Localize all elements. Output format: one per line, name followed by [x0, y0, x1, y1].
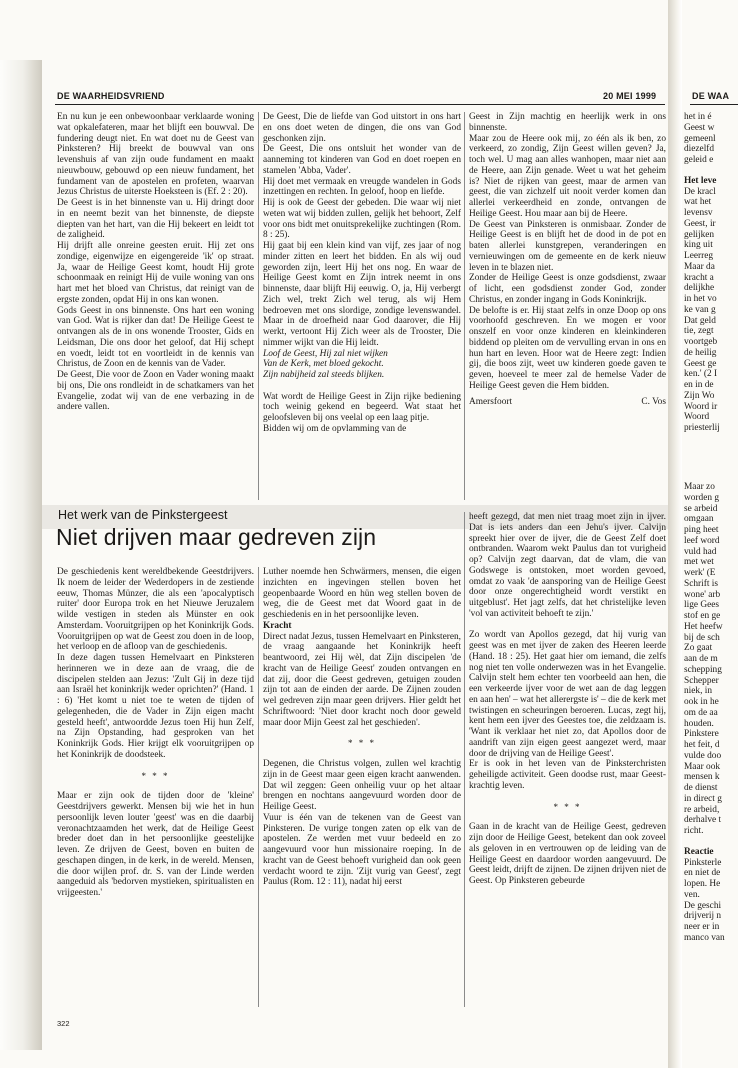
- cropped-line: gemeenl: [684, 133, 716, 144]
- cropped-line: Woord ir: [684, 401, 718, 412]
- cropped-line: Schepper: [684, 675, 719, 686]
- cropped-line: Geest ge: [684, 358, 717, 369]
- paragraph: Direct nadat Jezus, tussen Hemelvaart en Pinksteren, de vraag aangaande het Koninkrijk heeft beantwoord, zei Hij wèl, dat Zijn discipelen 'de kracht van de Heilige Geest' zouden ontvangen en dat zij, door die Geest gedreven, getuigen zouden zijn tot aan de einden der aarde. De Zijnen zouden wel gedreven zijn maar geen drijvers. Hier geldt het Schriftwoord: 'Niet door kracht noch door geweld maar door Mijn Geest zal het geschieden'.: [263, 631, 461, 728]
- paragraph: Wat wordt de Heilige Geest in Zijn rijke bediening toch weinig gekend en begeerd. Wat staat het geloofsleven bij ons veelal op een laag pitje.: [263, 391, 461, 423]
- cropped-line: niek, in: [684, 686, 713, 697]
- cropped-line: manco van: [684, 932, 725, 943]
- right-heading: Reactie: [684, 846, 714, 857]
- column-divider: [258, 567, 259, 1007]
- cropped-line: levensv: [684, 208, 713, 218]
- cropped-line: Woord: [684, 412, 710, 423]
- paragraph: En nu kun je een onbewoonbaar verklaarde woning wat opkalefateren, maar het blijft een bouwval. De fundering deugt niet. En wat doet nu de Geest van Pinksteren? Hij breekt de bouwval van ons levenshuis af van zijn oude fundament en maakt nieuwbouw, gebouwd op een nieuw fundament, het fundament van de apostelen en profeten, waarvan Jezus Christus de uiterste Hoeksteen is (Ef. 2 : 20).: [57, 112, 254, 198]
- cropped-line: Schrift is: [684, 578, 718, 589]
- paragraph: Geest in Zijn machtig en heerlijk werk in ons binnenste.: [469, 112, 666, 133]
- header-rule: [55, 104, 665, 105]
- paragraph: Vuur is één van de tekenen van de Geest van Pinksteren. De vurige tongen zaten op elk van de apostelen. Ze werden met vuur bedeeld en zo aangevuurd voor hun missionaire roeping. In de kracht van de Geest behoeft vurigheid dan ook geen verdacht woord te zijn. 'Zijt vurig van Geest', zegt Paulus (Rom. 12 : 11), nadat hij eerst: [263, 812, 461, 888]
- paragraph: Degenen, die Christus volgen, zullen wel krachtig zijn in de Geest maar geen eigen kracht aanwenden. Dat wil zeggen: Geen onheilig vuur op het altaar brengen en nochtans aangevuurd worden door de Heilige Geest.: [263, 759, 461, 812]
- article-title: Niet drijven maar gedreven zijn: [56, 524, 377, 550]
- page-number: 322: [57, 1019, 70, 1028]
- poem-line: Van de Kerk, met bloed gekocht.: [263, 359, 384, 370]
- cropped-line: ken.' (2 I: [684, 369, 718, 380]
- cropped-line: het in é: [684, 112, 712, 122]
- paragraph: Gaan in de kracht van de Heilige Geest, gedreven zijn door de Heilige Geest, betekent dan ook zoveel als geloven in en vertrouwen op de leiding van de Heilige Geest en daardoor worden aangevuurd. De Geest leidt, drijft de zijnen. De zijnen drijven niet de Geest. Op Pinksteren gebeurde: [469, 822, 666, 886]
- poem-line: Zijn nabijheid zal steeds blijken.: [263, 370, 385, 380]
- cropped-line: om de aa: [684, 707, 718, 718]
- cropped-line: lopen. He: [684, 879, 721, 889]
- cropped-line: ping heet: [684, 525, 719, 535]
- poem-line: Loof de Geest, Hij zal niet wijken: [263, 348, 388, 359]
- right-page-column-lower: [684, 482, 738, 944]
- publication-header: DE WAARHEIDSVRIEND: [57, 91, 165, 101]
- paragraph: Zonder de Heilige Geest is onze godsdienst, zwaar of licht, een godsdienst zonder God, zonder Christus, en zonder ingang in Gods Koninkrijk.: [469, 273, 666, 305]
- cropped-line: voortgeb: [684, 337, 718, 347]
- paragraph: Bidden wij om de opvlamming van de: [263, 423, 407, 434]
- paragraph: Gods Geest in ons binnenste. Ons hart een woning van God. Wat is rijker dan dat! De Heilige Geest te ontvangen als de in ons wonende Trooster, Gids en Leidsman, Die ons door het geloof, dat Hij schept en voedt, leidt tot en voortleidt in de kennis van Christus, de Zoon en de kennis van de Vader.: [57, 305, 254, 370]
- paragraph: Hij gaat bij een klein kind van vijf, zes jaar of nog minder zitten en leert het bidden. En als wij oud geworden zijn, leert Hij het ons nog. En waar de Heilige Geest komt en Zijn intrek neemt in ons binnenste, daar blijft Hij eeuwig. O, ja, Hij verbergt Zich wel, trekt Zich wel terug, als wij Hem bedroeven met ons slordige, zondige levenswandel. Maar in de droefheid naar God daarover, die Hij werkt, vertoont Hij Zich weer als de Trooster, Die nimmer wijkt van die Hij leidt.: [263, 241, 461, 348]
- cropped-line: Zo gaat: [684, 643, 713, 654]
- cropped-line: ook in he: [684, 697, 719, 707]
- section-stars: * * *: [348, 738, 376, 749]
- paragraph: Hij drijft alle onreine geesten eruit. Hij zet ons zondige, eigenwijze en eigengereide 'ik' op straat. Ja, waar de Heilige Geest komt, houdt Hij grote schoonmaak en reinigt Hij de vuile woning van ons hart met het bloed van Christus, dat reinigt van de ergste zonden, opdat Hij in ons kan wonen.: [57, 241, 254, 305]
- cropped-line: de dienst: [684, 783, 718, 793]
- right-page-header: DE WAA: [692, 91, 730, 101]
- article-column-1: [57, 567, 254, 899]
- paragraph: Zo wordt van Apollos gezegd, dat hij vurig van geest was en met ijver de zaken des Heeren leerde (Hand. 18 : 25). Het gaat hier om iemand, die zelfs nog niet ten volle onderwezen was in het Evangelie. Calvijn stelt hem echter ten voorbeeld aan hen, die een verkeerde ijver voor de wet aan de dag leggen en aan hen' – wat het allerergste is' – die de kerk met twistingen en scheuringen beroeren. Lucas, zegt hij, kent hem een ijver des Geestes toe, die zeldzaam is. 'Want ik verklaar het niet zo, dat Apollos door de aandrift van zijn eigen geest aangezet werd, maar door de drijving van de Heilige Geest'.: [469, 630, 666, 759]
- paragraph: Maar er zijn ook de tijden door de 'kleine' Geestdrijvers gewerkt. Mensen bij wie het in hun persoonlijk leven louter 'geest' was en die daarbij veronachtzaamden het werk, dat de Heilige Geest breder doet dan in het persoonlijke geestelijke leven. Ze drijven de Geest, boven en buiten de geschapen dingen, in de kerk, in de wereld. Mensen, die door wijlen prof. dr. S. van der Linde werden aangeduid als 'bedorven mystieken, spiritualisten en vrijgeesten.': [57, 791, 254, 898]
- cropped-line: en niet de: [684, 868, 721, 879]
- cropped-line: Zijn Wo: [684, 390, 715, 401]
- cropped-line: re arbeid,: [684, 804, 720, 815]
- cropped-line: Leerreg: [684, 251, 714, 261]
- cropped-line: stof en ge: [684, 611, 721, 621]
- cropped-line: lige Gees: [684, 600, 720, 611]
- cropped-line: kracht a: [684, 272, 714, 283]
- signature-name: C. Vos: [641, 396, 666, 407]
- cropped-line: Maar zo: [684, 482, 715, 492]
- cropped-line: wone' arb: [684, 589, 721, 600]
- cropped-line: ke van g: [684, 304, 716, 315]
- cropped-line: mensen k: [684, 772, 720, 783]
- cropped-line: wat het: [684, 197, 712, 208]
- column-divider: [258, 112, 259, 500]
- right-header-rule: [690, 104, 738, 105]
- book-spine: [668, 0, 682, 1068]
- cropped-line: neer er in: [684, 922, 720, 932]
- cropped-line: tie, zegt: [684, 326, 714, 337]
- cropped-line: bij de sch: [684, 632, 720, 643]
- cropped-line: werk' (E: [684, 568, 716, 578]
- cropped-line: Geest w: [684, 122, 715, 133]
- paragraph: In deze dagen tussen Hemelvaart en Pinksteren herinneren we in deze aan de vraag, die de discipelen stelden aan Jezus: 'Zult Gij in deze tijd aan Israël het koninkrijk weder oprichten?' (Hand. 1 : 6) 'Het komt u niet toe te weten de tijden of gelegenheden, die de Vader in Zijn eigen macht gesteld heeft', antwoordde Jezus toen Hij hun Zelf, na Zijn Opstanding, had gesproken van het Koninkrijk Gods. Hier krijgt elk vooruitgrijpen op het Koninkrijk de doodsteek.: [57, 653, 254, 760]
- cropped-line: priesterlij: [684, 423, 720, 433]
- cropped-line: vulde doo: [684, 750, 722, 761]
- right-heading: Het leve: [684, 175, 717, 186]
- cropped-line: richt.: [684, 826, 704, 836]
- cropped-line: Dat geld: [684, 315, 716, 326]
- paragraph: Er is ook in het leven van de Pinksterchristen geheiligde activiteit. Geen doodse rust, maar Geest-krachtig leven.: [469, 759, 666, 791]
- article-kicker: Het werk van de Pinkstergeest: [58, 508, 228, 522]
- cropped-line: vuld had: [684, 546, 717, 557]
- cropped-line: houden.: [684, 718, 714, 729]
- cropped-line: Maar da: [684, 261, 715, 272]
- paragraph: De geschiedenis kent wereldbekende Geestdrijvers. Ik noem de leider der Wederdopers in de zestiende eeuw, Thomas Münzer, die als een 'apocalyptisch ruiter' door Europa trok en het Nieuwe Jeruzalem wilde vestigen in steden als Münster en ook Amsterdam. Vooruitgrijpen op het Koninkrijk Gods. Vooruitgrijpen op wat de Geest zou doen in de loop, het verloop en de afloop van de geschiedenis.: [57, 567, 254, 653]
- paragraph: De Geest, Die voor de Zoon en Vader woning maakt bij ons, Die ons rondleidt in de schatkamers van het Evangelie, zodat wij van de ene verbazing in de andere vallen.: [57, 370, 254, 413]
- cropped-line: aan de m: [684, 654, 718, 664]
- cropped-line: De kracl: [684, 186, 716, 197]
- cropped-line: omgaan: [684, 514, 714, 525]
- signature-place: Amersfoort: [469, 396, 513, 407]
- column-divider: [464, 112, 465, 500]
- cropped-line: delijkhe: [684, 283, 715, 294]
- paragraph: De Geest, Die de liefde van God uitstort in ons hart en ons doet weten de dingen, die ons van God geschonken zijn.: [263, 112, 461, 144]
- cropped-line: Geest, ir: [684, 218, 716, 229]
- paragraph: De Geest is in het binnenste van u. Hij dringt door in en neemt bezit van het binnenste, de diepste diepten van het hart, van die Hij bekeert en leidt tot de zaligheid.: [57, 198, 254, 241]
- cropped-line: en in de: [684, 380, 714, 390]
- cropped-line: De geschi: [684, 900, 722, 911]
- top-column-2: [263, 112, 461, 435]
- cropped-line: het feit, d: [684, 740, 720, 750]
- paragraph: Maar zou de Heere ook mij, zo één als ik ben, zo verkeerd, zo zondig, Zijn Geest willen geven? Ja, toch wel. U mag aan alles wanhopen, maar niet aan de Heere, aan Zijn genade. Weet u wat het geheim is? Niet de rijken van geest, maar de armen van geest, die van zichzelf uit nooit verder komen dan allerlei verkeerdheid en zonde, ontvangen de Heilige Geest. Hou maar aan bij de Heere.: [469, 133, 666, 219]
- paragraph: De Geest, Die ons ontsluit het wonder van de aanneming tot kinderen van God en doet roepen en stamelen 'Abba, Vader'.: [263, 144, 461, 176]
- cropped-line: worden g: [684, 492, 720, 503]
- cropped-line: diezelfd: [684, 144, 715, 155]
- cropped-line: king uit: [684, 240, 713, 251]
- cropped-line: Pinkstere: [684, 729, 719, 740]
- column-divider: [464, 512, 465, 1007]
- issue-date: 20 MEI 1999: [603, 91, 657, 101]
- section-stars: * * *: [553, 801, 582, 812]
- paragraph: Luther noemde hen Schwärmers, mensen, die eigen inzichten en ingevingen stellen boven het geopenbaarde Woord en hün weg stellen boven de weg, die de Geest met dat Woord gaat in de geschiedenis en in het persoonlijke leven.: [263, 567, 461, 620]
- paragraph: Hij doet met vermaak en vreugde wandelen in Gods inzettingen en rechten. In geloof, hoop en liefde.: [263, 176, 461, 198]
- paragraph: De belofte is er. Hij staat zelfs in onze Doop op ons voorhoofd geschreven. En we mogen er voor onszelf en voor onze kinderen en kleinkinderen biddend op pleiten om de vervulling ervan in ons en hun hart en leven. Hoor wat de Heere zegt: Indien gij, die boos zijt, weet uw kinderen goede gaven te geven, hoeveel te meer zal de hemelse Vader de Heilige Geest geven die Hem bidden.: [469, 305, 666, 391]
- article-column-2: [263, 567, 461, 888]
- cropped-line: Pinksterle: [684, 857, 722, 868]
- article-column-3: [469, 512, 666, 887]
- section-stars: * * *: [141, 770, 170, 781]
- cropped-line: met wet: [684, 557, 714, 568]
- cropped-line: se arbeid: [684, 503, 718, 514]
- cropped-line: drijverij n: [684, 911, 722, 922]
- cropped-line: derhalve t: [684, 815, 722, 826]
- paragraph: De Geest van Pinksteren is onmisbaar. Zonder de Heilige Geest is en blijft het de dood in de pot en baten allerlei kunstgrepen, veranderingen en vernieuwingen om de gemeente en de kerk nieuw leven in te blazen niet.: [469, 219, 666, 273]
- cropped-line: Het heefw: [684, 621, 723, 632]
- page-gutter-shadow: [0, 60, 42, 1050]
- cropped-line: de heilig: [684, 347, 717, 358]
- top-column-1: [57, 112, 254, 413]
- cropped-line: Maar ook: [684, 761, 721, 772]
- right-page-column: [684, 112, 738, 434]
- paragraph: Hij is ook de Geest der gebeden. Die waar wij niet weten wat wij bidden zullen, gelijk het behoort, Zelf voor ons bidt met onuitsprekelijke zuchtingen (Rom. 8 : 25).: [263, 198, 461, 241]
- cropped-line: gelijken: [684, 229, 715, 240]
- cropped-line: schepping: [684, 664, 722, 675]
- cropped-line: geleid e: [684, 155, 714, 165]
- top-column-3: [469, 112, 666, 407]
- paragraph: heeft gezegd, dat men niet traag moet zijn in ijver. Dat is iets anders dan een Jehu's ijver. Calvijn spreekt hier over de ijver, die de Geest Zelf doet ontbranden. Waarom wekt Paulus dan tot vurigheid op? Calvijn zegt daarvan, dat de vlam, die van Godswege is ontstoken, moet worden gevoed, omdat zo vaak 'de aansporing van de Heilige Geest door onze ongerechtigheid wordt verstikt en uitgeblust'. Het jagt zelfs, dat het christelijke leven 'vol van activiteit behoeft te zijn.': [469, 512, 666, 619]
- section-heading-kracht: Kracht: [263, 620, 292, 631]
- cropped-line: in het vo: [684, 294, 717, 304]
- cropped-line: ven.: [684, 889, 700, 900]
- cropped-line: in direct g: [684, 793, 722, 804]
- signature: [469, 397, 666, 408]
- cropped-line: leef word: [684, 535, 720, 546]
